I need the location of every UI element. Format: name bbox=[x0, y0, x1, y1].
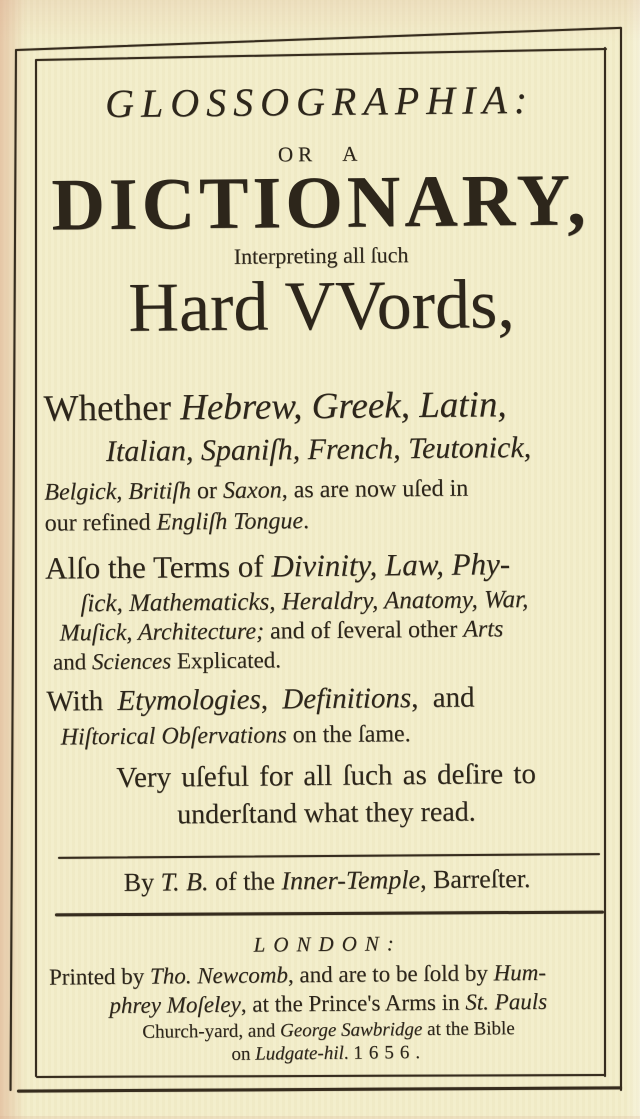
languages-run: or bbox=[190, 477, 224, 505]
byline-run: Inner-Temple bbox=[281, 865, 421, 896]
byline-run: By bbox=[123, 867, 161, 897]
imprint-run: Printed by bbox=[48, 963, 151, 990]
terms-line-4 bbox=[46, 645, 604, 675]
etymologies-run: , bbox=[260, 683, 283, 716]
languages-line-1 bbox=[43, 384, 601, 429]
imprint-run: St. Pauls bbox=[465, 988, 548, 1015]
terms-run: Muſick, Architecture; bbox=[59, 618, 265, 647]
imprint-line-3 bbox=[49, 1018, 607, 1044]
terms-run: ſick, Mathematicks, Heraldry, Anatomy, War, bbox=[80, 586, 529, 618]
terms-run: Arts bbox=[463, 616, 504, 643]
book-title-glossographia: GLOSSOGRAPHIA: bbox=[104, 76, 535, 127]
languages-run: . bbox=[302, 508, 310, 535]
languages-run: Belgick, Britiſh bbox=[44, 478, 192, 506]
etymologies-line-2 bbox=[47, 720, 605, 751]
imprint-run: . bbox=[343, 1042, 354, 1064]
useful-line-1: Very uſeful for all ſuch as deſire to bbox=[116, 757, 537, 794]
imprint-run: at the Bible bbox=[422, 1018, 515, 1041]
etymologies-run: With bbox=[46, 684, 118, 718]
imprint-run: , at the Prince's Arms in bbox=[240, 989, 466, 1017]
languages-run: Engliſh Tongue bbox=[156, 508, 304, 536]
interpreting-line: Interpreting all ſuch bbox=[233, 242, 409, 269]
imprint-line-2 bbox=[49, 989, 607, 1019]
imprint-run: Ludgate-hil bbox=[255, 1042, 344, 1065]
imprint-run: Hum- bbox=[493, 959, 547, 986]
imprint-line-4 bbox=[50, 1041, 608, 1067]
terms-run: Alſo the Terms of bbox=[44, 548, 272, 586]
imprint-city: LONDON: bbox=[253, 931, 402, 957]
languages-run: , as are now uſed in bbox=[281, 475, 469, 504]
etymologies-run: Definitions bbox=[282, 682, 412, 716]
etymologies-run: on the ſame. bbox=[286, 721, 411, 749]
languages-run: Saxon bbox=[222, 477, 282, 504]
languages-line-3 bbox=[44, 475, 602, 506]
imprint-year: 1656. bbox=[353, 1042, 427, 1064]
terms-line-2 bbox=[45, 585, 603, 617]
terms-run: and of ſeveral other bbox=[263, 616, 464, 645]
imprint-run: Tho. Newcomb bbox=[149, 962, 289, 989]
etymologies-run: , and bbox=[411, 681, 475, 715]
subtitle-or-a: OR A bbox=[277, 141, 363, 167]
imprint-run: Church-yard, and bbox=[142, 1020, 281, 1043]
languages-line-2 bbox=[44, 431, 602, 469]
imprint-run: on bbox=[231, 1043, 256, 1065]
languages-run: Whether bbox=[43, 387, 181, 430]
languages-run: our refined bbox=[44, 509, 157, 537]
imprint-run: phrey Moſeley bbox=[109, 991, 241, 1019]
languages-run: Italian, Spaniſh, French, Teutonick, bbox=[105, 430, 532, 469]
imprint-run: George Sawbridge bbox=[279, 1019, 423, 1042]
useful-line-2: underſtand what they read. bbox=[177, 796, 476, 831]
etymologies-line-1 bbox=[46, 681, 604, 718]
book-title-dictionary: DICTIONARY, bbox=[51, 159, 591, 247]
terms-run: Explicated. bbox=[171, 647, 282, 674]
etymologies-run: Etymologies bbox=[117, 683, 261, 717]
hard-words-line: Hard VVords, bbox=[128, 266, 516, 347]
terms-run: Sciences bbox=[91, 648, 172, 675]
byline-run: of the bbox=[208, 866, 282, 897]
terms-line-1 bbox=[45, 546, 603, 585]
author-byline bbox=[48, 864, 606, 897]
etymologies-run: Hiſtorical Obſervations bbox=[60, 722, 287, 751]
languages-line-4 bbox=[45, 506, 603, 537]
imprint-line-1 bbox=[49, 960, 607, 990]
byline-run: T. B. bbox=[160, 867, 209, 897]
byline-run: , Barreſter. bbox=[419, 863, 531, 895]
languages-run: Hebrew, Greek, Latin, bbox=[179, 384, 507, 429]
terms-line-3 bbox=[46, 616, 604, 647]
imprint-run: , and are to be ſold by bbox=[287, 960, 494, 988]
terms-run: and bbox=[52, 649, 93, 675]
terms-run: Divinity, Law, Phy- bbox=[271, 546, 511, 584]
